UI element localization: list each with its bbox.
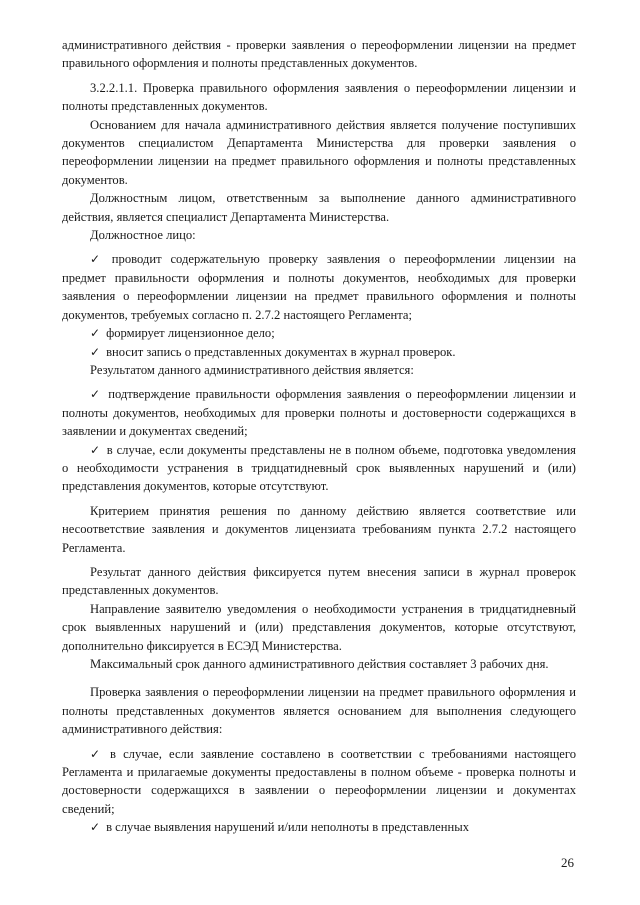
list-item: ✓ в случае, если документы представлены не в полном объеме, подготовка уведомления о необходимости устранения в тридцатидневный срок выявленных нарушений и (или) представления документов, которые отсутствуют. [62, 442, 576, 494]
checkmark-icon: ✓ [90, 326, 101, 341]
paragraph: Проверка заявления о переоформлении лицензии на предмет правильного оформления и полноты представленных документов является основанием для выполнения следующего административного действия: [62, 685, 576, 737]
paragraph: Критерием принятия решения по данному действию является соответствие или несоответствие заявления и документов лицензиата требованиям пункта 2.7.2 настоящего Регламента. [62, 503, 576, 555]
page-number: 26 [561, 854, 574, 870]
list-item: ✓ в случае выявления нарушений и/или неполноты в представленных [90, 820, 469, 835]
list-item: ✓ в случае, если заявление составлено в соответствии с требованиями настоящего Регламента и прилагаемые документы предоставлены в полном объеме - проверка полноты и достоверности содержащихся в заявлении о переоформлении лицензии и документах сведений; [62, 746, 576, 816]
paragraph: Направление заявителю уведомления о необходимости устранения в тридцатидневный срок выявленных нарушений и (или) представления документов, которые отсутствуют, дополнительно фиксируется в ЕСЭД Министерства. [62, 601, 576, 653]
checkmark-icon: ✓ [90, 387, 103, 402]
list-item: ✓ проводит содержательную проверку заявления о переоформлении лицензии на предмет правильности оформления и полноты документов, необходимых для проверки заявления о переоформлении лицензии на предмет правильного оформления и полноты документов, требуемых согласно п. 2.7.2 настоящего Регламента; [62, 252, 577, 322]
list-item: ✓ формирует лицензионное дело; [90, 326, 275, 341]
section-heading: 3.2.2.1.1. Проверка правильного оформления заявления о переоформлении лицензии и полноты представленных документов. [62, 80, 576, 114]
paragraph: Должностное лицо: [90, 228, 196, 243]
list-item: ✓ вносит запись о представленных документах в журнал проверок. [90, 344, 456, 359]
paragraph-continuation: административного действия - проверки заявления о переоформлении лицензии на предмет правильного оформления и полноты представленных документов. [62, 38, 576, 71]
checkmark-icon: ✓ [90, 820, 101, 835]
checkmark-icon: ✓ [90, 746, 105, 761]
paragraph: Должностным лицом, ответственным за выполнение данного административного действия, является специалист Департамента Министерства. [62, 191, 576, 224]
list-item: ✓ подтверждение правильности оформления заявления о переоформлении лицензии и полноты документов, необходимых для проверки полноты и достоверности содержащихся в заявлении и документах сведений; [62, 387, 576, 439]
paragraph: Результатом данного административного действия является: [90, 362, 414, 377]
paragraph: Основанием для начала административного действия является получение поступивших документов специалистом Департамента Министерства для проверки заявления о переоформлении лицензии на предмет правильного оформления и полноты представленных документов. [62, 117, 576, 187]
paragraph: Максимальный срок данного административного действия составляет 3 рабочих дня. [90, 657, 549, 671]
paragraph: Результат данного действия фиксируется путем внесения записи в журнал проверок представленных документов. [62, 564, 576, 598]
checkmark-icon: ✓ [90, 252, 106, 267]
checkmark-icon: ✓ [90, 344, 101, 359]
checkmark-icon: ✓ [90, 442, 101, 457]
